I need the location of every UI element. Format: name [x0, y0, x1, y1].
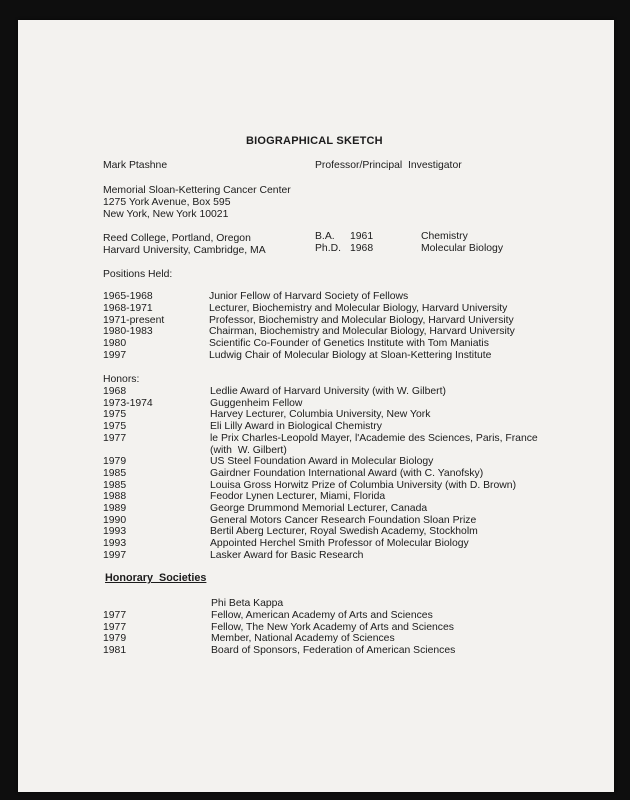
entry-description: Phi Beta Kappa	[211, 598, 284, 609]
entry-date: 1989	[103, 503, 127, 514]
person-role: Professor/Principal Investigator	[315, 160, 462, 171]
entry-description: Gairdner Foundation International Award (with C. Yanofsky)	[210, 467, 484, 479]
entry-date: 1997	[103, 549, 127, 561]
education-degree: B.A.	[315, 231, 335, 242]
entry-description: Fellow, The New York Academy of Arts and Sciences	[211, 621, 454, 633]
entry-description: Appointed Herchel Smith Professor of Molecular Biology	[210, 538, 469, 550]
document-content	[18, 20, 614, 792]
honors-heading: Honors:	[103, 374, 140, 385]
entry-date: 1973-1974	[103, 397, 153, 409]
address-line: New York, New York 10021	[103, 209, 229, 220]
entry-date: 1977	[103, 609, 127, 621]
entry-date: 1980-1983	[103, 326, 153, 338]
entry-date: 1985	[103, 479, 127, 491]
education-degree: Ph.D.	[315, 243, 341, 254]
entry-description: Professor, Biochemistry and Molecular Biology, Harvard University	[209, 314, 514, 326]
entry-date: 1990	[103, 514, 127, 526]
entry-date: 1965-1968	[103, 291, 153, 302]
entry-date: 1968-1971	[103, 302, 153, 314]
education-year: 1968	[350, 243, 374, 254]
education-field: Molecular Biology	[421, 243, 504, 254]
entry-date: 1979	[103, 633, 127, 645]
document-page	[18, 20, 614, 792]
entry-date: 1997	[103, 350, 127, 361]
entry-description: Feodor Lynen Lecturer, Miami, Florida	[210, 491, 386, 503]
entry-date: 1975	[103, 421, 127, 433]
entry-description: Bertil Aberg Lecturer, Royal Swedish Academy, Stockholm	[210, 526, 478, 538]
entry-description: Lecturer, Biochemistry and Molecular Biology, Harvard University	[209, 302, 508, 314]
entry-description: General Motors Cancer Research Foundation Sloan Prize	[210, 514, 477, 526]
entry-description: Guggenheim Fellow	[210, 397, 303, 409]
education-school: Reed College, Portland, Oregon	[103, 233, 251, 244]
entry-date: 1979	[103, 456, 127, 468]
entry-description: le Prix Charles-Leopold Mayer, l'Academie des Sciences, Paris, France	[210, 432, 538, 444]
entry-description: Eli Lilly Award in Biological Chemistry	[210, 421, 382, 433]
entry-description: Board of Sponsors, Federation of American Sciences	[211, 645, 456, 657]
entry-date: 1988	[103, 491, 127, 503]
entry-date: 1977	[103, 621, 127, 633]
entry-description: Ledlie Award of Harvard University (with W. Gilbert)	[210, 386, 446, 397]
entry-description: Lasker Award for Basic Research	[210, 549, 364, 561]
entry-date: 1971-present	[103, 314, 165, 326]
entry-description: Louisa Gross Horwitz Prize of Columbia University (with D. Brown)	[210, 479, 517, 491]
entry-description: George Drummond Memorial Lecturer, Canada	[210, 503, 428, 514]
entry-date: 1968	[103, 386, 127, 397]
address-line: Memorial Sloan-Kettering Cancer Center	[103, 185, 291, 196]
entry-date: 1977	[103, 432, 127, 444]
person-name: Mark Ptashne	[103, 160, 168, 171]
entry-description: Member, National Academy of Sciences	[211, 633, 395, 645]
entry-date: 1985	[103, 467, 127, 479]
bleed-through-mark: ​	[184, 42, 188, 82]
entry-date: 1993	[103, 526, 127, 538]
entry-date: 1980	[103, 338, 127, 350]
education-school: Harvard University, Cambridge, MA	[103, 245, 266, 256]
entry-description: US Steel Foundation Award in Molecular Biology	[210, 456, 434, 468]
entry-date: 1981	[103, 645, 127, 657]
positions-heading: Positions Held:	[103, 269, 173, 280]
societies-heading: Honorary Societies	[105, 572, 207, 584]
education-year: 1961	[350, 231, 374, 242]
education-field: Chemistry	[421, 231, 468, 242]
entry-description-continued: (with W. Gilbert)	[210, 444, 287, 456]
page-title: BIOGRAPHICAL SKETCH	[246, 135, 383, 147]
entry-description: Harvey Lecturer, Columbia University, New York	[210, 409, 431, 421]
entry-description: Ludwig Chair of Molecular Biology at Sloan-Kettering Institute	[209, 350, 492, 361]
entry-description: Chairman, Biochemistry and Molecular Biology, Harvard University	[209, 326, 515, 338]
entry-date: 1993	[103, 538, 127, 550]
entry-description: Scientific Co-Founder of Genetics Institute with Tom Maniatis	[209, 338, 489, 350]
address-line: 1275 York Avenue, Box 595	[103, 197, 231, 208]
entry-description: Junior Fellow of Harvard Society of Fellows	[209, 291, 409, 302]
entry-description: Fellow, American Academy of Arts and Sciences	[211, 609, 433, 621]
entry-date: 1975	[103, 409, 127, 421]
